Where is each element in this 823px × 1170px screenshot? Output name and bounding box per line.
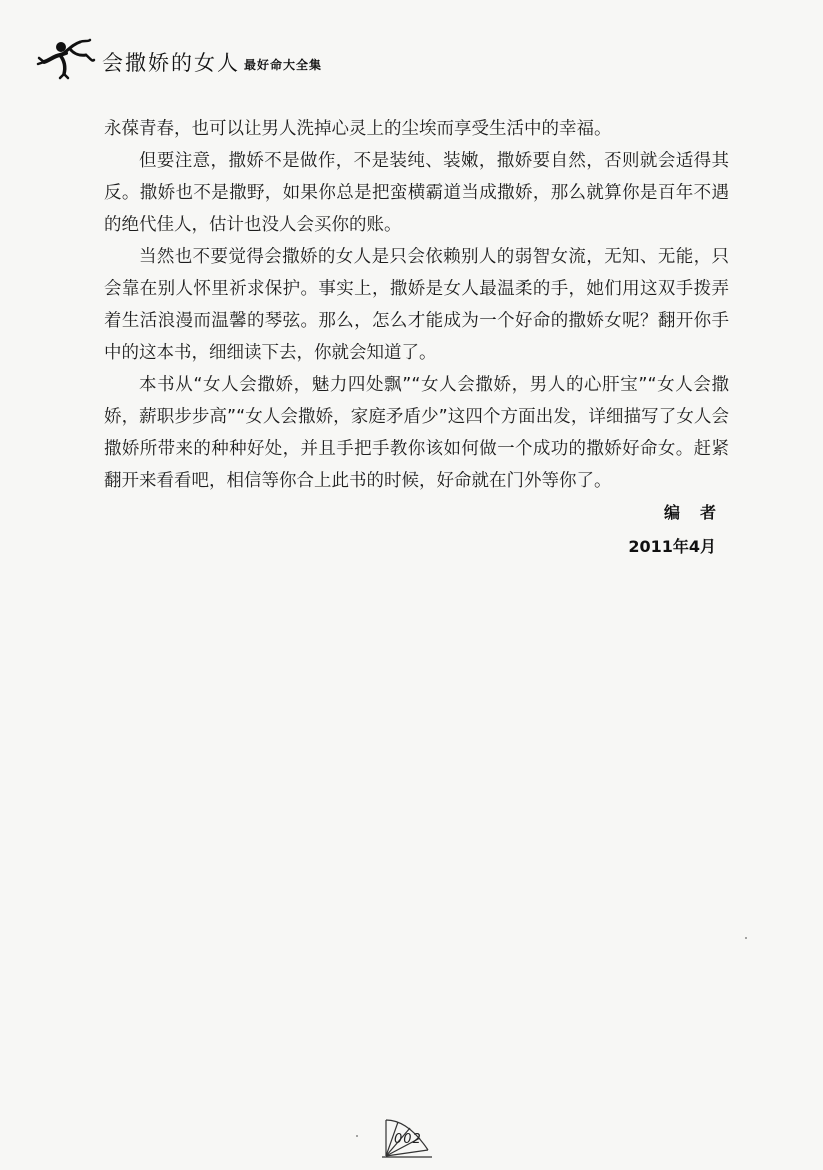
page-number: 002 — [394, 1132, 422, 1147]
paragraph: 本书从“女人会撒娇，魅力四处飘”“女人会撒娇，男人的心肝宝”“女人会撒娇，薪职步步高”“女人会撒娇，家庭矛盾少”这四个方面出发，详细描写了女人会撒娇所带来的种种好处，并且手把手教你该如何做一个成功的撒娇好命女。赶紧翻开来看看吧，相信等你合上此书的时候，好命就在门外等你了。 — [104, 375, 729, 491]
dancing-figure-icon — [36, 36, 98, 80]
page-header — [36, 36, 322, 80]
scan-speck — [356, 1135, 358, 1137]
paragraph: 但要注意，撒娇不是做作，不是装纯、装嫩，撒娇要自然，否则就会适得其反。撒娇也不是撒野，如果你总是把蛮横霸道当成撒娇，那么就算你是百年不遇的绝代佳人，估计也没人会买你的账。 — [104, 151, 729, 235]
preface-body — [104, 113, 729, 497]
paragraph: 当然也不要觉得会撒娇的女人是只会依赖别人的弱智女流，无知、无能，只会靠在别人怀里祈求保护。事实上，撒娇是女人最温柔的手，她们用这双手拨弄着生活浪漫而温馨的琴弦。那么，怎么才能成为一个好命的撒娇女呢？翻开你手中的这本书，细细读下去，你就会知道了。 — [104, 247, 729, 363]
signature-block — [628, 496, 736, 564]
signature-date: 2011年4月 — [628, 537, 716, 556]
page-number-badge — [376, 1114, 440, 1160]
signature-role: 编者 — [663, 503, 736, 522]
series-title: 最好命大全集 — [244, 58, 323, 72]
book-title: 会撒娇的女人 — [102, 51, 240, 75]
paragraph-continued: 永葆青春，也可以让男人洗掉心灵上的尘埃而享受生活中的幸福。 — [104, 119, 612, 139]
scan-speck — [745, 937, 747, 939]
